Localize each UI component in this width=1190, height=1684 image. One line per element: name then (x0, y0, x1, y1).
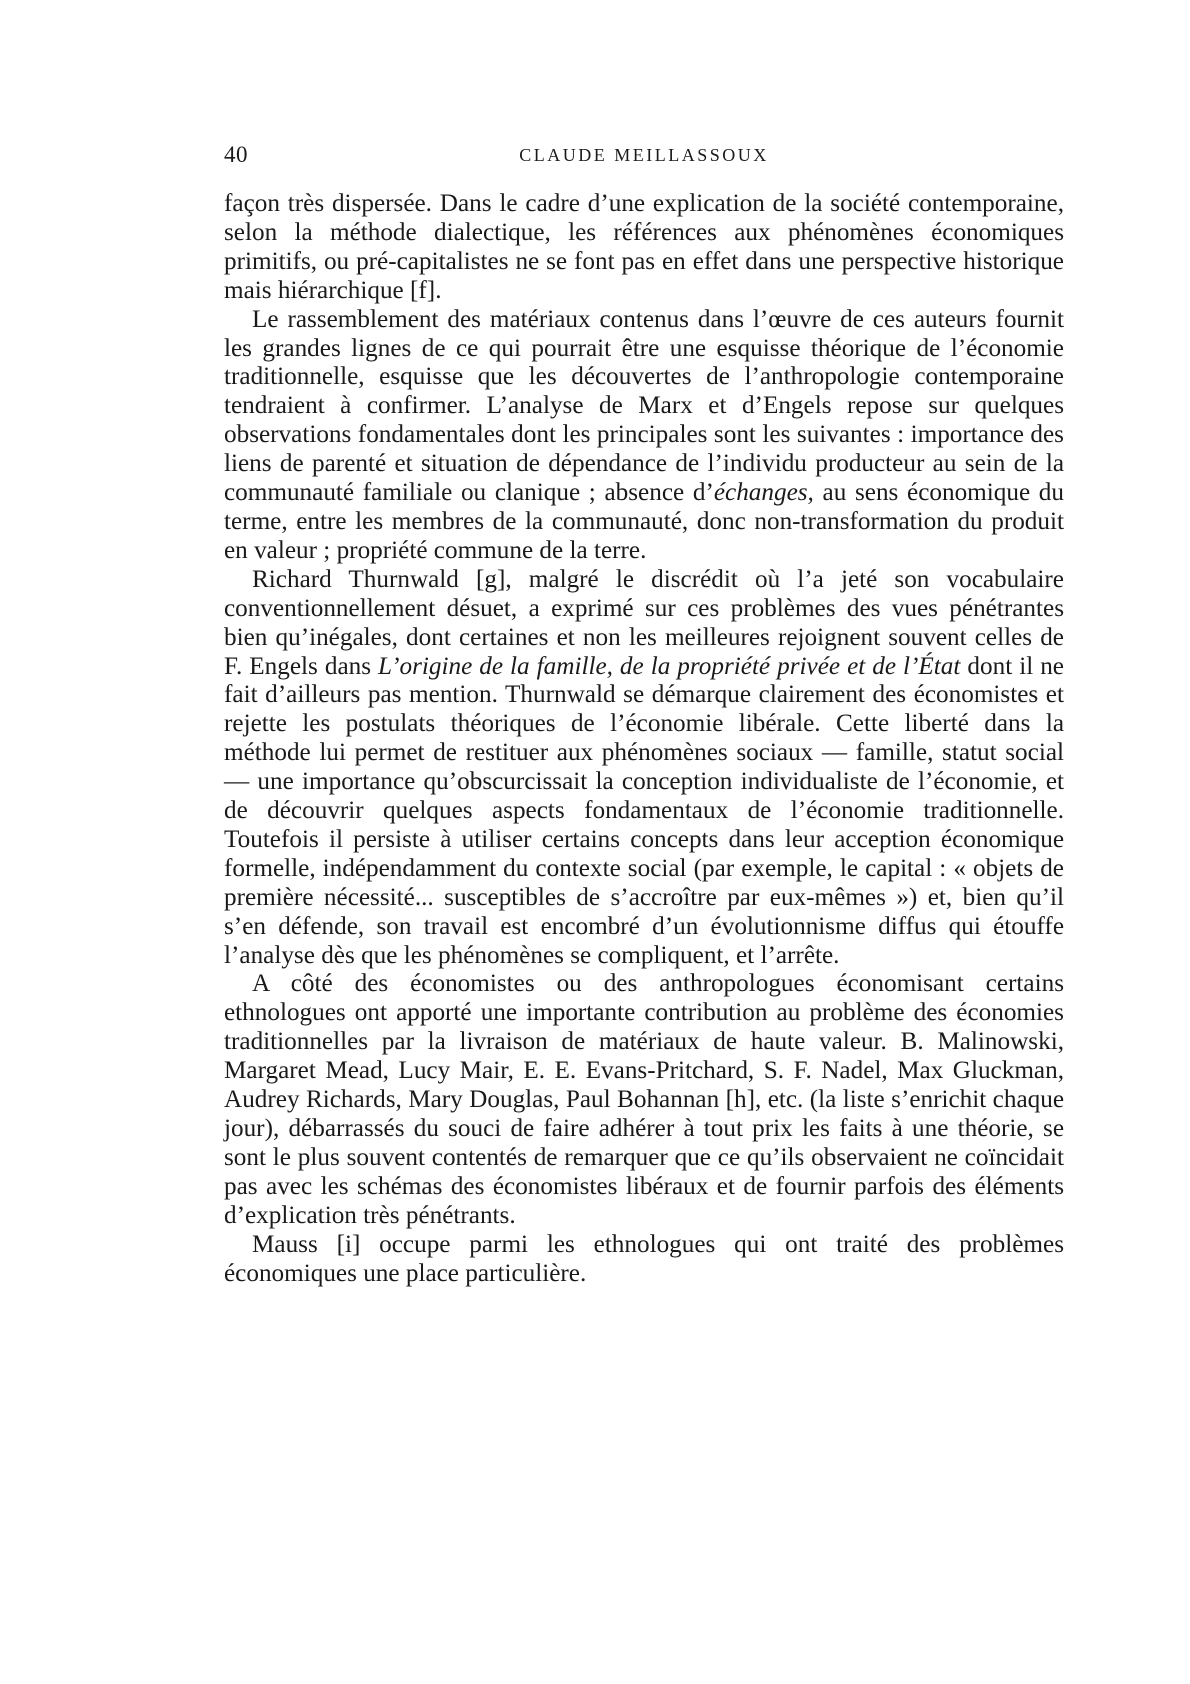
running-head (224, 142, 1064, 172)
paragraph (224, 190, 1064, 306)
book-page (224, 142, 1064, 1288)
page-number: 40 (224, 142, 248, 167)
text-segment: au sens économique du terme, entre les membres de la communauté, donc non-transformation du produit en valeur ; propriété commune de la terre. (224, 479, 1064, 564)
text-segment: Mauss [i] occupe parmi les ethnologues qui ont traité des problèmes économiques une place particulière. (224, 1230, 1064, 1287)
text-segment: façon très dispersée. Dans le cadre d’une explication de la société contemporaine, selon la méthode dialectique, les références aux phénomènes économiques primitifs, ou pré-capitalistes ne se font pas en effet dans une perspective historique mais hiérarchique [f]. (224, 190, 1064, 304)
italic-term: échanges, (713, 479, 814, 507)
text-segment: Le rassemblement des matériaux contenus dans l’œuvre de ces auteurs fournit les grandes lignes de ce qui pourrait être une esquisse théorique de l’économie traditionnelle, esquisse que les découvertes de l’anthropologie contemporaine tendraient à confirmer. L’analyse de Marx et d’Engels repose sur quelques observations fondamentales dont les principales sont les suivantes : importance des liens de parenté et situation de dépendance de l’individu producteur au sein de la communauté familiale ou clanique ; absence d’ (224, 305, 1064, 507)
running-title: CLAUDE MEILLASSOUX (519, 145, 769, 165)
book-title: L’origine de la famille, de la propriété privée et de l’État (378, 652, 961, 680)
text-segment: Richard Thurnwald [g], malgré le discrédit où l’a jeté son vocabulaire conventionnellement désuet, a exprimé sur ces problèmes des vues pénétrantes bien qu’inégales, dont certaines et non les meilleures rejoignent souvent celles de F. Engels dans (224, 565, 1064, 680)
paragraph (224, 970, 1064, 1230)
paragraph (224, 306, 1064, 566)
text-segment: dont il ne fait d’ailleurs pas mention. Thurnwald se démarque clairement des économistes et rejette les postulats théoriques de l’économie libérale. Cette liberté dans la méthode lui permet de restituer aux phénomènes sociaux — famille, statut social — une importance qu’obscurcissait la conception individualiste de l’économie, et de découvrir quelques aspects fondamentaux de l’économie traditionnelle. Toutefois il persiste à utiliser certains concepts dans leur acception économique formelle, indépendamment du contexte social (par exemple, le capital : « objets de première nécessité... susceptibles de s’accroître par eux-mêmes ») et, bien qu’il s’en défende, son travail est encombré d’un évolutionnisme diffus qui étouffe l’analyse dès que les phénomènes se compliquent, et l’arrête. (224, 652, 1064, 969)
text-segment: A côté des économistes ou des anthropologues économisant certains ethnologues ont apporté une importante contribution au problème des économies traditionnelles par la livraison de matériaux de haute valeur. B. Malinowski, Margaret Mead, Lucy Mair, E. E. Evans-Pritchard, S. F. Nadel, Max Gluckman, Audrey Richards, Mary Douglas, Paul Bohannan [h], etc. (la liste s’enrichit chaque jour), débarrassés du souci de faire adhérer à tout prix les faits à une théorie, se sont le plus souvent contentés de remarquer que ce qu’ils observaient ne coïncidait pas avec les schémas des économistes libéraux et de fournir parfois des éléments d’explication très pénétrants. (224, 970, 1064, 1229)
paragraph (224, 1231, 1064, 1289)
paragraph (224, 566, 1064, 971)
body-text (224, 190, 1064, 1288)
